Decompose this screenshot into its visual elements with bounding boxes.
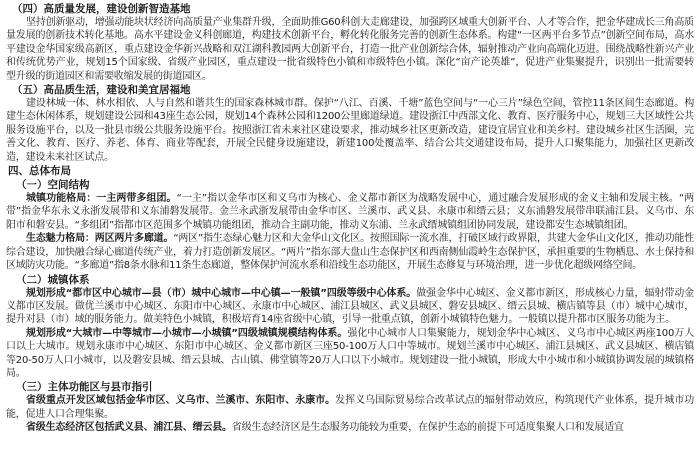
heading-functional-zones: （三）主体功能区与县市指引 — [16, 381, 153, 394]
para-scale — [6, 327, 694, 381]
para-urban-function — [6, 192, 694, 232]
heading-innovation-base: （四）高质量发展，建设创新智造基地 — [12, 3, 191, 15]
lead-key-development: 省级重点开发区域包括金华市区、义乌市、兰溪市、东阳市、永康市。 — [26, 395, 336, 407]
body-eco-economy: 省级生态经济区是生态服务功能较为重要，在保护生态的前提下可适度集聚人口和发展适宜 — [231, 422, 624, 434]
para-livable: 建设林城一体、林水相依、人与自然和谐共生的国家森林城市群。保护“八江、百溪、千塘”蓝色空间与“一心三片”绿色空间，管控11条区间生态廊道。构建生态休闲体系，规划建设公园和43座生态公园，规划14个森林公园和1200公里廊道绿道。建设浙江中西部文化、教育、医疗服务中心，规划三大区域性公共服务设施平台，以及一批县市级公共服务设施平台。按照浙江省未来社区建设要求，推动城乡社区更新改造，建设宜居宜业和美乡村。建设城乡社区生活圈，完善文化、教育、医疗、养老、体育、商业等配套，开展全民健身设施建设，新建100处覆盖率、结合公共交通建设布局，提升人口聚集能力，加强社区更新改造，建设未来社区试点。 — [6, 98, 694, 163]
lead-ecology: 生态魅力格局：两区两片多廊道。 — [26, 233, 174, 245]
lead-eco-economy: 省级生态经济区包括武义县、浦江县、缙云县。 — [26, 422, 232, 434]
para-eco-economy — [6, 421, 694, 434]
body-urban-function: “一主”指以金华市区和义乌市为核心、金义都市新区为战略发展中心，通过融合发展形成的金义主轴和发展主核。“两带”指金华东永义永浙发展带和义东浦磐发展带。金兰永武浙发展带由金华市区、兰溪市、武义县、永康市和缙云县；义东浦磐发展带串联浦江县、义乌市、东阳市和磐安县。“多组团”指都市区范围多个城镇功能组团，推动合主副功能，推动义东浦、兰永武缙城镇组团协同发展，建设都安生态城镇组团。 — [6, 193, 694, 231]
heading-livable: （五）高品质生活，建设和美宜居福地 — [12, 84, 191, 97]
body-hierarchy: 做强金华中心城区、金义都市新区，形成核心力量，辐射带动金义都市区发展。做优兰溪市中心城区、东阳市中心城区、永康市中心城区、浦江县城区、武义县城区、磐安县城区、缙云县城、横店镇等县（市）城中心城市，提升对县（市）域的服务能力。做美特色小城镇，积极培育14座省级中心镇，引导一批重点镇，创新小城镇特色魅力。一般镇以提升都市区服务功能为主。 — [6, 287, 694, 326]
para-key-development — [6, 394, 694, 421]
lead-hierarchy: 规划形成“都市区中心城市—县（市）城中心城市—中心镇—一般镇”四级等级中心体系。 — [26, 287, 417, 299]
para-ecology — [6, 232, 694, 272]
body-scale: 强化中心城市人口集聚能力，规划金华中心城区、义乌市中心城区两座100万人口以上大城市。规划永康市中心城区、东阳市中心城区、金义都市新区三座50-100万人口中等城市。规划兰溪市中心城区、浦江县城区、武义县城区、横店镇等20-50万人口小城市，以及磐安县城、缙云县城、古山镇、佛堂镇等20万人口以下小城市。规划建设一批小城镇，形成大中小城市和小城镇协调发展的城镇格局。 — [6, 327, 694, 379]
heading-town-system: （二）城镇体系 — [16, 273, 90, 286]
lead-scale: 规划形成“大城市—中等城市—小城市—小城镇”四级城镇规模结构体系。 — [26, 327, 348, 339]
para-innovation: 坚持创新驱动，增强动能块状经济向高质量产业集群升级，全面助推G60科创大走廊建设，加强跨区域重大创新平台、人才等合作，把金华建成长三角高质量发展的创新技术转化基地。高水平建设金义科创廊道，构建技术创新平台，孵化转化服务完善的创新生态体系。构建“一区两平台多节点”创新空间布局，高水平建设金华国家级高新区，重点建设金华新兴战略和双江湖科教园两大创新平台，打造一批产业创新综合体，辐射推动产业向高端化迈进。围绕战略性新兴产业和传统优势产业，规划15个国家级、省级产业园区，重点建设一批省级特色小镇和市级特色小镇。深化“亩产论英雄”，促进产业集聚提升，识别出一批需要转型升级的街道园区和需要收缩发展的街道园区。 — [6, 17, 694, 82]
body-ecology: “两区”指生态绿心魅力区和大金华山文化区。按照国际一流水准，打破区域行政界限，共建大金华山文化区，推动功能性综合建设，加快融合绿心廊道传统产业，着力打造创新发展区。“两片”指东部大盘山生态保护区和西南侧仙霞岭生态保护区，承担重要的生物栖息、水土保持和区域防灾功能。“多廊道”指8条水脉和11条生态廊道，整体保护河流水系和沿线生态功能区，开展生态修复与环境治理，进一步优化超级网络空间。 — [6, 233, 695, 272]
body-key-development: 发挥义乌国际贸易综合改革试点的辐射带动效应，构筑现代产业体系，提升城市功能，促进人口合理集聚。 — [6, 395, 694, 420]
lead-urban-function: 城镇功能格局：一主两带多组团。 — [26, 193, 177, 205]
heading-overall-layout: 四、总体布局 — [8, 165, 71, 178]
heading-spatial-structure: （一）空间结构 — [16, 179, 90, 192]
para-hierarchy — [6, 287, 694, 327]
